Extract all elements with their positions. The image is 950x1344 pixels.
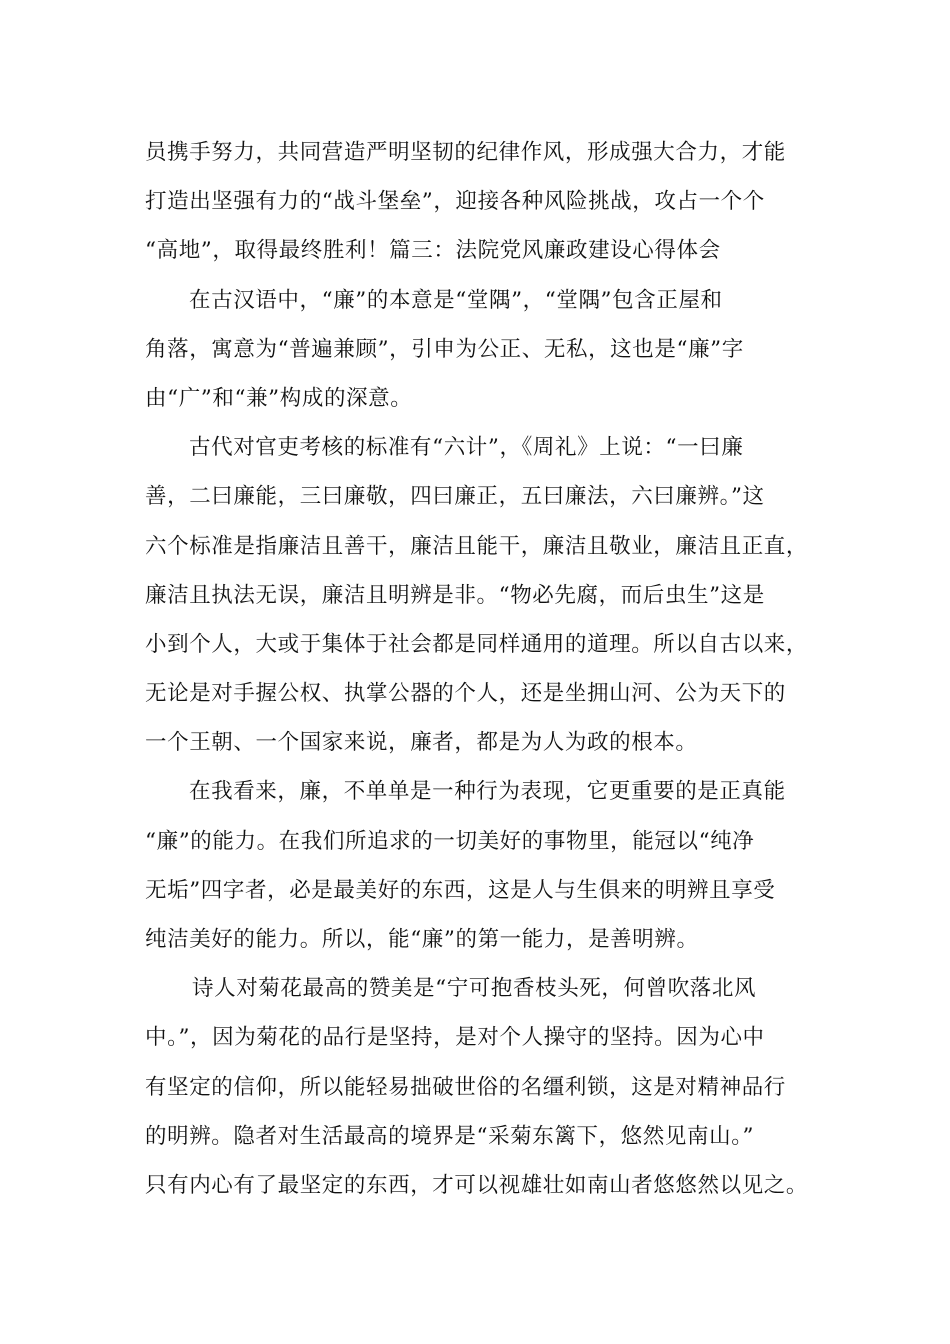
text-line: 员携手努力，共同营造严明坚韧的纪律作风，形成强大合力，才能 bbox=[145, 140, 786, 165]
text-line: 小到个人，大或于集体于社会都是同样通用的道理。所以自古以来， bbox=[145, 631, 809, 657]
paragraph-start-line: 在古汉语中，“廉”的本意是“堂隅”，“堂隅”包含正屋和 bbox=[189, 287, 723, 313]
text-line: 一个王朝、一个国家来说，廉者，都是为人为政的根本。 bbox=[145, 730, 698, 756]
text-line: 由“广”和“兼”构成的深意。 bbox=[145, 385, 413, 411]
text-line: 打造出坚强有力的“战斗堡垒”，迎接各种风险挑战，攻占一个个 bbox=[145, 189, 765, 215]
text-line: 善，二曰廉能，三曰廉敬，四曰廉正，五曰廉法，六曰廉辨。”这 bbox=[145, 484, 765, 510]
document-page bbox=[145, 128, 825, 1210]
text-line: 中。”，因为菊花的品行是坚持，是对个人操守的坚持。因为心中 bbox=[145, 1025, 765, 1051]
text-line: 无垢”四字者，必是最美好的东西，这是人与生俱来的明辨且享受 bbox=[145, 877, 776, 903]
paragraph-start-line: 诗人对菊花最高的赞美是“宁可抱香枝头死，何曾吹落北风 bbox=[192, 976, 757, 1002]
text-line: 无论是对手握公权、执掌公器的个人，还是坐拥山河、公为天下的 bbox=[145, 681, 786, 707]
text-line: “高地”，取得最终胜利！篇三：法院党风廉政建设心得体会 bbox=[145, 238, 721, 264]
text-line: 纯洁美好的能力。所以，能“廉”的第一能力，是善明辨。 bbox=[145, 927, 699, 952]
text-line: 廉洁且执法无误，廉洁且明辨是非。“物必先腐，而后虫生”这是 bbox=[145, 582, 765, 608]
text-line: 只有内心有了最坚定的东西，才可以视雄壮如南山者悠悠然以见之。 bbox=[145, 1172, 809, 1198]
paragraph-start-line: 古代对官吏考核的标准有“六计”，《周礼》上说：“一曰廉 bbox=[189, 435, 744, 461]
text-line: 角落，寓意为“普遍兼顾”，引申为公正、无私，这也是“廉”字 bbox=[145, 336, 744, 362]
text-line: 的明辨。隐者对生活最高的境界是“采菊东篱下，悠然见南山。” bbox=[145, 1123, 755, 1149]
text-line: 六个标准是指廉洁且善干，廉洁且能干，廉洁且敬业，廉洁且正直， bbox=[145, 533, 809, 559]
text-line: “廉”的能力。在我们所追求的一切美好的事物里，能冠以“纯净 bbox=[145, 828, 755, 854]
paragraph-start-line: 在我看来，廉，不单单是一种行为表现，它更重要的是正真能 bbox=[189, 779, 786, 805]
text-line: 有坚定的信仰，所以能轻易拙破世俗的名缰利锁，这是对精神品行 bbox=[145, 1074, 786, 1100]
